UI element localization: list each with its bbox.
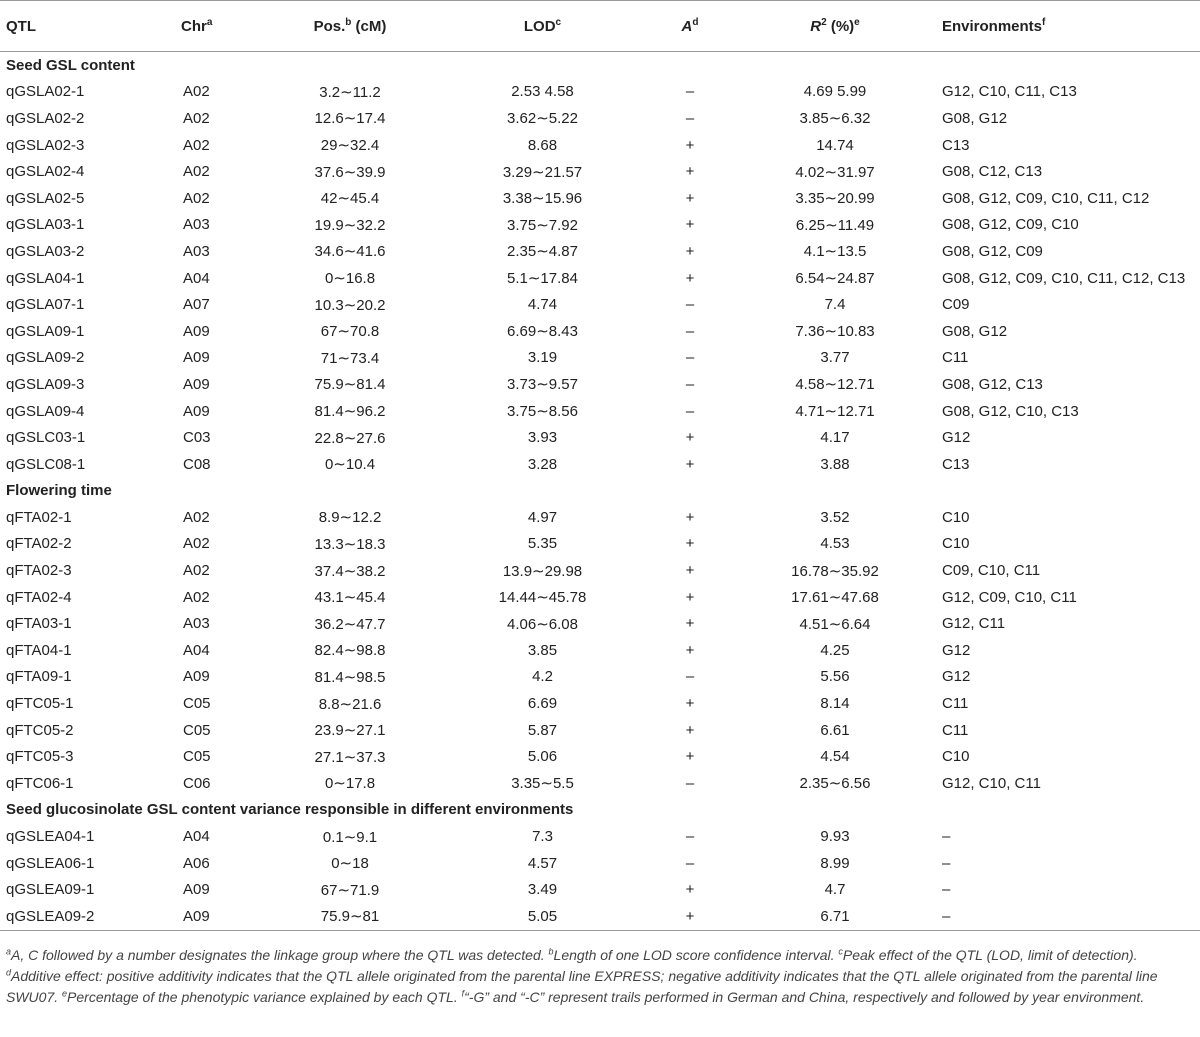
chromosome-cell: A02 xyxy=(183,136,210,154)
qtl-name-cell: qGSLA04-1 xyxy=(6,269,85,287)
environments-cell: – xyxy=(942,854,951,872)
qtl-name-cell: qGSLA02-5 xyxy=(6,189,85,207)
qtl-name-cell: qFTA04-1 xyxy=(6,641,72,659)
lod-cell: 4.97 xyxy=(527,508,558,526)
r2-cell: 17.61∼47.68 xyxy=(791,589,879,607)
chromosome-cell: A02 xyxy=(183,508,210,526)
r2-cell: 3.85∼6.32 xyxy=(799,110,871,128)
position-cell: 67∼70.8 xyxy=(320,323,380,341)
additive-effect-cell: – xyxy=(685,322,695,340)
position-cell: 13.3∼18.3 xyxy=(314,535,386,553)
lod-cell: 7.3 xyxy=(532,828,553,846)
table-row xyxy=(0,265,1200,292)
table-row xyxy=(0,531,1200,558)
header-qtl: QTL xyxy=(0,1,175,52)
qtl-name-cell: qGSLA09-3 xyxy=(6,375,85,393)
lod-cell: 5.1∼17.84 xyxy=(507,270,578,288)
lod-cell: 13.9∼29.98 xyxy=(502,562,583,580)
additive-effect-cell: + xyxy=(685,695,695,713)
table-row xyxy=(0,637,1200,664)
lod-cell: 3.62∼5.22 xyxy=(507,110,578,128)
chromosome-cell: A09 xyxy=(183,402,210,420)
lod-cell: 3.38∼15.96 xyxy=(502,190,583,208)
table-header xyxy=(0,1,1200,52)
chromosome-cell: A02 xyxy=(183,588,210,606)
qtl-name-cell: qGSLA09-1 xyxy=(6,322,85,340)
table-row xyxy=(0,371,1200,398)
r2-cell: 3.88 xyxy=(820,455,850,473)
lod-cell: 2.53 4.58 xyxy=(511,83,574,101)
additive-effect-cell: + xyxy=(685,881,695,899)
table-row xyxy=(0,743,1200,770)
chromosome-cell: C06 xyxy=(183,774,211,792)
chromosome-cell: C05 xyxy=(183,695,211,713)
additive-effect-cell: + xyxy=(685,189,695,207)
r2-cell: 14.74 xyxy=(816,136,854,154)
additive-effect-cell: + xyxy=(685,615,695,633)
r2-cell: 3.35∼20.99 xyxy=(795,190,875,208)
environments-cell: G08, G12, C13 xyxy=(942,375,1043,393)
environments-cell: – xyxy=(942,881,951,899)
additive-effect-cell: + xyxy=(685,721,695,739)
header-additive-effect: $A^d$ xyxy=(640,1,740,52)
position-cell: 8.9∼12.2 xyxy=(318,509,382,527)
environments-cell: G12, C11 xyxy=(942,615,1006,633)
table-row xyxy=(0,770,1200,797)
r2-cell: 4.25 xyxy=(820,641,850,659)
additive-effect-cell: – xyxy=(685,668,695,686)
footnote-text: A, C followed by a number designates the linkage group where the QTL was detected. xyxy=(11,947,549,963)
lod-cell: 5.06 xyxy=(527,748,558,766)
table-row xyxy=(0,584,1200,611)
chromosome-cell: C08 xyxy=(183,455,211,473)
footnote-text: Additive effect: positive additivity indicates that the QTL allele originated from the parental line EXPRESS; negative additivity indicates that the QTL allele originated from the parental line SWU07. xyxy=(6,968,1158,1005)
lod-cell: 4.74 xyxy=(527,296,558,314)
position-cell: 8.8∼21.6 xyxy=(318,695,382,713)
environments-cell: G08, G12 xyxy=(942,322,1008,340)
r2-cell: 8.14 xyxy=(820,695,850,713)
r2-cell: 16.78∼35.92 xyxy=(791,562,879,580)
table-row xyxy=(0,451,1200,478)
qtl-name-cell: qGSLA02-4 xyxy=(6,163,85,181)
chromosome-cell: A02 xyxy=(183,83,210,101)
qtl-name-cell: qGSLA07-1 xyxy=(6,296,85,314)
lod-cell: 5.05 xyxy=(445,903,640,930)
environments-cell: G12, C10, C11 xyxy=(942,774,1041,792)
table-row xyxy=(0,690,1200,717)
chromosome-cell: A04 xyxy=(183,828,210,846)
table-row xyxy=(0,345,1200,372)
chromosome-cell: A04 xyxy=(183,641,210,659)
position-cell: 67∼71.9 xyxy=(320,881,380,899)
r2-cell: 7.4 xyxy=(824,296,846,314)
footnote-mark: b xyxy=(548,946,554,957)
r2-cell: 6.71 xyxy=(740,903,930,930)
lod-cell: 4.57 xyxy=(527,854,558,872)
environments-cell: C10 xyxy=(942,535,970,553)
additive-effect-cell: – xyxy=(685,375,695,393)
header-chr: Chr$^a$ xyxy=(175,1,255,52)
environments-cell: G12, C09, C10, C11 xyxy=(942,588,1077,606)
additive-effect-cell: + xyxy=(685,136,695,154)
position-cell: 3.2∼11.2 xyxy=(319,83,381,101)
table-row xyxy=(0,238,1200,265)
position-cell: 81.4∼98.5 xyxy=(314,668,386,686)
r2-cell: 9.93 xyxy=(820,828,850,846)
section-header-row xyxy=(0,52,1200,79)
position-cell: 29∼32.4 xyxy=(320,137,380,155)
lod-cell: 3.85 xyxy=(527,641,558,659)
position-cell: 0.1∼9.1 xyxy=(322,828,378,846)
chromosome-cell: A09 xyxy=(183,322,210,340)
additive-effect-cell: + xyxy=(640,903,740,930)
qtl-name-cell: qFTA02-4 xyxy=(6,588,72,606)
r2-cell: 3.77 xyxy=(820,349,850,367)
qtl-name-cell: qGSLEA04-1 xyxy=(6,828,95,846)
r2-cell: 4.54 xyxy=(820,748,850,766)
chromosome-cell: A04 xyxy=(183,269,210,287)
additive-effect-cell: + xyxy=(685,562,695,580)
lod-cell: 3.28 xyxy=(527,455,558,473)
header-position: Pos.$^b$ (cM) xyxy=(255,1,445,52)
chromosome-cell: A09 xyxy=(183,881,210,899)
additive-effect-cell: – xyxy=(685,402,695,420)
environments-cell: C13 xyxy=(942,455,970,473)
environments-cell: G08, G12, C09, C10, C11, C12 xyxy=(942,189,1150,207)
r2-cell: 4.53 xyxy=(820,535,850,553)
position-cell: 75.9∼81.4 xyxy=(314,376,386,394)
environments-cell: C11 xyxy=(942,349,969,367)
environments-cell: C09, C10, C11 xyxy=(942,562,1041,580)
chromosome-cell: A03 xyxy=(183,216,210,234)
r2-cell: 4.69 5.99 xyxy=(803,83,867,101)
additive-effect-cell: – xyxy=(685,828,695,846)
additive-effect-cell: + xyxy=(685,242,695,260)
r2-cell: 4.7 xyxy=(824,881,846,899)
footnotes xyxy=(6,945,1194,1008)
chromosome-cell: C05 xyxy=(183,721,211,739)
environments-cell: G12 xyxy=(942,641,971,659)
qtl-name-cell: qGSLC08-1 xyxy=(6,455,86,473)
r2-cell: 6.25∼11.49 xyxy=(795,216,875,234)
lod-cell: 14.44∼45.78 xyxy=(498,589,587,607)
qtl-name-cell: qGSLA09-4 xyxy=(6,402,85,420)
environments-cell: G12, C10, C11, C13 xyxy=(942,83,1077,101)
qtl-name-cell: qGSLEA09-2 xyxy=(0,903,175,930)
table-row xyxy=(0,610,1200,637)
lod-cell: 8.68 xyxy=(527,136,558,154)
lod-cell: 4.06∼6.08 xyxy=(507,615,578,633)
additive-effect-cell: – xyxy=(685,774,695,792)
position-cell: 37.6∼39.9 xyxy=(314,163,386,181)
r2-cell: 4.17 xyxy=(820,429,850,447)
additive-effect-cell: – xyxy=(685,854,695,872)
footnote-mark: d xyxy=(6,967,12,978)
chromosome-cell: A09 xyxy=(175,903,255,930)
footnote-text: Percentage of the phenotypic variance explained by each QTL. xyxy=(67,989,462,1005)
chromosome-cell: A02 xyxy=(183,535,210,553)
environments-cell: C11 xyxy=(942,721,969,739)
chromosome-cell: A03 xyxy=(183,615,210,633)
r2-cell: 5.56 xyxy=(820,668,850,686)
r2-cell: 6.61 xyxy=(820,721,850,739)
lod-cell: 3.35∼5.5 xyxy=(511,775,574,793)
environments-cell: G12 xyxy=(942,668,971,686)
qtl-name-cell: qGSLC03-1 xyxy=(6,429,86,447)
environments-cell: G08, G12, C09, C10 xyxy=(942,216,1079,234)
table-row xyxy=(0,717,1200,744)
chromosome-cell: A02 xyxy=(183,189,210,207)
additive-effect-cell: + xyxy=(685,429,695,447)
section-title: Seed glucosinolate GSL content variance responsible in different environments xyxy=(6,801,574,819)
additive-effect-cell: + xyxy=(685,641,695,659)
chromosome-cell: C03 xyxy=(183,429,211,447)
chromosome-cell: A02 xyxy=(183,562,210,580)
chromosome-cell: A09 xyxy=(183,375,210,393)
position-cell: 42∼45.4 xyxy=(320,190,380,208)
qtl-name-cell: qGSLA02-3 xyxy=(6,136,85,154)
footnote-text: Length of one LOD score confidence interval. xyxy=(553,947,839,963)
environments-cell: – xyxy=(930,903,1200,930)
lod-cell: 3.93 xyxy=(527,429,558,447)
r2-cell: 6.54∼24.87 xyxy=(795,270,875,288)
environments-cell: G08, C12, C13 xyxy=(942,163,1043,181)
environments-cell: C10 xyxy=(942,748,970,766)
environments-cell: G08, G12, C10, C13 xyxy=(942,402,1079,420)
additive-effect-cell: + xyxy=(685,163,695,181)
footnote-mark: c xyxy=(838,946,843,957)
table-row xyxy=(0,158,1200,185)
footnote-mark: a xyxy=(6,946,12,957)
section-title: Seed GSL content xyxy=(6,56,135,74)
footnote-mark: f xyxy=(461,988,465,999)
lod-cell: 4.2 xyxy=(532,668,553,686)
lod-cell: 3.73∼9.57 xyxy=(507,376,578,394)
position-cell: 71∼73.4 xyxy=(320,349,380,367)
environments-cell: – xyxy=(942,828,951,846)
table-row xyxy=(0,318,1200,345)
lod-cell: 3.75∼7.92 xyxy=(507,216,578,234)
chromosome-cell: A03 xyxy=(183,242,210,260)
chromosome-cell: A06 xyxy=(183,854,210,872)
section-header-row xyxy=(0,478,1200,505)
table-row xyxy=(0,291,1200,318)
lod-cell: 2.35∼4.87 xyxy=(507,243,578,261)
table-row xyxy=(0,823,1200,850)
position-cell: 27.1∼37.3 xyxy=(314,748,386,766)
qtl-name-cell: qFTC06-1 xyxy=(6,774,74,792)
position-cell: 22.8∼27.6 xyxy=(314,429,386,447)
table-row xyxy=(0,903,1200,930)
qtl-name-cell: qFTC05-1 xyxy=(6,695,74,713)
r2-cell: 4.1∼13.5 xyxy=(803,243,867,261)
chromosome-cell: C05 xyxy=(183,748,211,766)
header-r2: $R^2$ (%)$^e$ xyxy=(740,1,930,52)
environments-cell: C10 xyxy=(942,508,970,526)
additive-effect-cell: – xyxy=(685,83,695,101)
additive-effect-cell: + xyxy=(685,748,695,766)
position-cell: 10.3∼20.2 xyxy=(314,296,386,314)
qtl-name-cell: qFTA02-1 xyxy=(6,508,72,526)
position-cell: 0∼16.8 xyxy=(324,270,376,288)
additive-effect-cell: + xyxy=(685,216,695,234)
position-cell: 43.1∼45.4 xyxy=(314,589,386,607)
lod-cell: 6.69∼8.43 xyxy=(507,323,578,341)
qtl-name-cell: qFTA09-1 xyxy=(6,668,72,686)
table-row xyxy=(0,664,1200,691)
lod-cell: 6.69 xyxy=(527,695,558,713)
qtl-name-cell: qFTC05-3 xyxy=(6,748,74,766)
table-row xyxy=(0,105,1200,132)
qtl-name-cell: qFTA03-1 xyxy=(6,615,72,633)
position-cell: 34.6∼41.6 xyxy=(314,243,386,261)
qtl-name-cell: qGSLA02-2 xyxy=(6,109,85,127)
header-lod: LOD$^c$ xyxy=(445,1,640,52)
qtl-name-cell: qGSLEA09-1 xyxy=(6,881,95,899)
position-cell: 82.4∼98.8 xyxy=(314,642,386,660)
table-row xyxy=(0,504,1200,531)
qtl-name-cell: qFTC05-2 xyxy=(6,721,74,739)
environments-cell: G08, G12, C09, C10, C11, C12, C13 xyxy=(942,269,1186,287)
chromosome-cell: A02 xyxy=(183,109,210,127)
environments-cell: C11 xyxy=(942,695,969,713)
environments-cell: G08, G12, C09 xyxy=(942,242,1043,260)
additive-effect-cell: + xyxy=(685,588,695,606)
position-cell: 23.9∼27.1 xyxy=(314,722,386,740)
table-row xyxy=(0,398,1200,425)
table-row xyxy=(0,212,1200,239)
lod-cell: 3.49 xyxy=(527,881,558,899)
section-title: Flowering time xyxy=(6,482,112,500)
r2-cell: 7.36∼10.83 xyxy=(795,323,875,341)
position-cell: 0∼18 xyxy=(331,855,369,873)
environments-cell: C13 xyxy=(942,136,970,154)
qtl-name-cell: qGSLA03-2 xyxy=(6,242,85,260)
lod-cell: 5.87 xyxy=(527,721,558,739)
additive-effect-cell: + xyxy=(685,508,695,526)
table-row xyxy=(0,850,1200,877)
environments-cell: G12 xyxy=(942,429,971,447)
chromosome-cell: A09 xyxy=(183,668,210,686)
position-cell: 81.4∼96.2 xyxy=(314,403,386,421)
additive-effect-cell: – xyxy=(685,109,695,127)
position-cell: 12.6∼17.4 xyxy=(314,110,386,128)
r2-cell: 4.71∼12.71 xyxy=(795,403,875,421)
footnote-text: Peak effect of the QTL (LOD, limit of detection). xyxy=(842,947,1138,963)
footnote-text: “-G” and “-C” represent trails performed in German and China, respectively and followed by year environment. xyxy=(464,989,1145,1005)
qtl-name-cell: qGSLA09-2 xyxy=(6,349,85,367)
additive-effect-cell: – xyxy=(685,349,695,367)
footnote-mark: e xyxy=(62,988,68,999)
r2-cell: 3.52 xyxy=(820,508,850,526)
chromosome-cell: A09 xyxy=(183,349,210,367)
lod-cell: 5.35 xyxy=(527,535,558,553)
lod-cell: 3.29∼21.57 xyxy=(502,163,583,181)
position-cell: 36.2∼47.7 xyxy=(314,615,386,633)
additive-effect-cell: – xyxy=(685,296,695,314)
additive-effect-cell: + xyxy=(685,455,695,473)
qtl-name-cell: qGSLA02-1 xyxy=(6,83,85,101)
environments-cell: C09 xyxy=(942,296,970,314)
position-cell: 0∼17.8 xyxy=(324,775,376,793)
qtl-name-cell: qGSLA03-1 xyxy=(6,216,85,234)
table-row xyxy=(0,185,1200,212)
r2-cell: 2.35∼6.56 xyxy=(799,775,871,793)
lod-cell: 3.75∼8.56 xyxy=(507,403,578,421)
header-environments: Environments$^f$ xyxy=(930,1,1200,52)
environments-cell: G08, G12 xyxy=(942,109,1008,127)
table-row xyxy=(0,424,1200,451)
position-cell: 75.9∼81 xyxy=(255,903,445,930)
table-row xyxy=(0,557,1200,584)
r2-cell: 8.99 xyxy=(820,854,850,872)
r2-cell: 4.51∼6.64 xyxy=(799,615,871,633)
chromosome-cell: A02 xyxy=(183,163,210,181)
position-cell: 19.9∼32.2 xyxy=(314,216,386,234)
table-row xyxy=(0,132,1200,159)
qtl-name-cell: qFTA02-2 xyxy=(6,535,72,553)
table-row xyxy=(0,79,1200,106)
additive-effect-cell: + xyxy=(685,269,695,287)
r2-cell: 4.02∼31.97 xyxy=(795,163,875,181)
table-body xyxy=(0,52,1200,931)
qtl-name-cell: qFTA02-3 xyxy=(6,562,72,580)
table-row xyxy=(0,876,1200,903)
r2-cell: 4.58∼12.71 xyxy=(795,376,875,394)
section-header-row xyxy=(0,797,1200,824)
position-cell: 0∼10.4 xyxy=(324,456,376,474)
position-cell: 37.4∼38.2 xyxy=(314,562,386,580)
chromosome-cell: A07 xyxy=(183,296,210,314)
lod-cell: 3.19 xyxy=(527,349,558,367)
qtl-name-cell: qGSLEA06-1 xyxy=(6,854,95,872)
additive-effect-cell: + xyxy=(685,535,695,553)
